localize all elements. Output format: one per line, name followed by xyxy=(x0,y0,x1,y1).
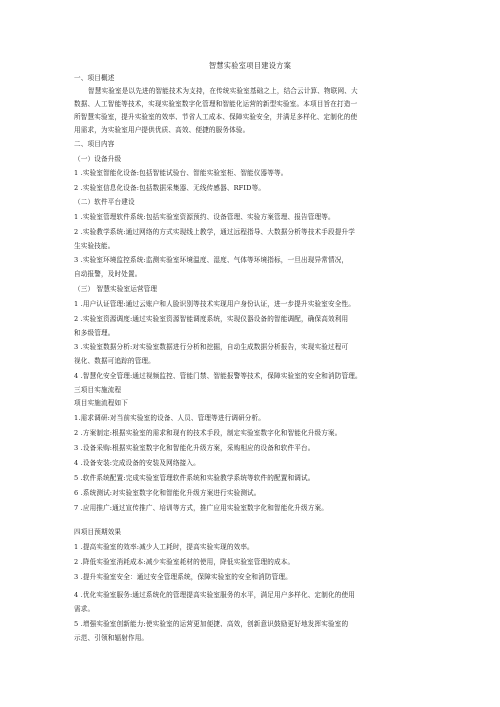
list-item: 5 .软件系统配置:完成实验室管理软件系统和实验教学系统等软件的配置和调试。 xyxy=(74,474,315,482)
list-item: 4 .智慧化安全管理:通过视频监控、管能门禁、智能报警等技术，保障实验室的安全和消防管理。 xyxy=(74,372,362,380)
list-item-continued: 生实验技能。 xyxy=(74,242,115,250)
paragraph-line: 用需求，为实验室用户提供优质、高效、便捷的服务体验。 xyxy=(74,126,250,134)
list-item-continued: 示范、引领和辐射作用。 xyxy=(74,634,149,642)
paragraph-line: 所智慧实验室，提升实验室的效率、节省人工成本、保障实验安全，并满足多样化、定制化的使 xyxy=(74,113,358,121)
list-item: 4 .设备安装:完成设备的安装及网络接入。 xyxy=(74,459,200,467)
list-item: 2 .实验教学系统:通过网络的方式实现线上教学，通过远程指导、大数据分析等技术手段提升学 xyxy=(74,228,355,236)
list-item-continued: 和多级管理。 xyxy=(74,329,115,337)
paragraph-line: 项目实施流程如下 xyxy=(74,399,128,407)
subsection-heading: （一）设备升级 xyxy=(74,155,122,163)
list-item: 3 .实验室环境监控系统:监测实验室环境温度、湿度、气体等环境指标，一旦出现异常情况， xyxy=(74,256,349,264)
paragraph-line: 数据、人工智能等技术，实现实验室数字化管理和智能化运营的新型实验室。本项目旨在打造一 xyxy=(74,100,358,108)
paragraph-line: 智慧实验室是以先进的智能技术为支持，在传统实验室基础之上，结合云计算、物联网、大 xyxy=(88,87,358,95)
list-item: 1 .实验室管理软件系统:包括实验室资源预约、设备管理、实验方案管理、报告管理等。 xyxy=(74,213,335,221)
list-item: 1 .实验室智能化设备:包括智能试验台、智能实验室柜、智能仪器等等。 xyxy=(74,169,288,177)
list-item-continued: 视化、数据可追踪的管理。 xyxy=(74,357,155,365)
list-item: 2 .方案制定:根据实验室的需求和现有的技术手段，制定实验室数字化和智能化升级方案。 xyxy=(74,429,342,437)
section-heading-overview: 一、项目概述 xyxy=(74,74,115,82)
document-title: 智慧实验室项目建设方案 xyxy=(208,61,292,70)
section-heading-content: 二、项目内容 xyxy=(74,140,115,148)
list-item: 1 .用户认证管理:通过云账户和人脸识别等技术实现用户身份认证，进一步提升实验室安全性。 xyxy=(74,300,355,308)
list-item: 3 .实验室数据分析:对实验室数据进行分析和挖掘，自动生成数据分析报告，实现实验过程可 xyxy=(74,343,349,351)
section-heading-process: 三项目实施流程 xyxy=(74,386,122,394)
section-heading-effects: 四项目预期效果 xyxy=(74,528,122,536)
list-item: 1 .提高实验室的效率:减少人工耗时，提高实验实现的效率。 xyxy=(74,543,254,551)
subsection-heading: （三） 智慧实验室运营管理 xyxy=(74,285,158,293)
list-item-continued: 需求。 xyxy=(74,605,95,613)
list-item-continued: 自动报警，及时处置。 xyxy=(74,270,142,278)
list-item: 2 .实验室信息化设备:包括数据采集器、无线传感器、RFID等。 xyxy=(74,184,266,192)
list-item: 2 .实验室资源调度:通过实验室资源智能调度系统，实现仪器设备的智能调配，确保高效利用 xyxy=(74,315,349,323)
list-item: 4 .优化实验室服务:通过系统化的管理提高实验室服务的水平，满足用户多样化、定制化的使用 xyxy=(74,591,355,599)
list-item: 7 .应用推广:通过宣传推广、培训等方式，推广应用实验室数字化和智能化升级方案。 xyxy=(74,504,328,512)
subsection-heading: （二）软件平台建设 xyxy=(74,198,135,206)
list-item: 5 .增强实验室创新能力:使实验室的运营更加便捷、高效，创新意识鼓励更好地发挥实验室的 xyxy=(74,620,349,628)
list-item: 3 .设备采购:根据实验室数字化和智能化升级方案，采购相应的设备和软件平台。 xyxy=(74,444,315,452)
list-item: 3 .提升实验室安全：通过安全管理系统，保障实验室的安全和消防管理。 xyxy=(74,573,292,581)
list-item: 6 .系统测试:对实验室数字化和智能化升级方案进行实验测试。 xyxy=(74,489,261,497)
list-item: 1.需求调研:对当前实验室的设备、人员、管理等进行调研分析。 xyxy=(74,414,266,422)
list-item: 2 .降低实验室消耗成本:减少实验室耗材的使用，降低实验室管理的成本。 xyxy=(74,558,295,566)
